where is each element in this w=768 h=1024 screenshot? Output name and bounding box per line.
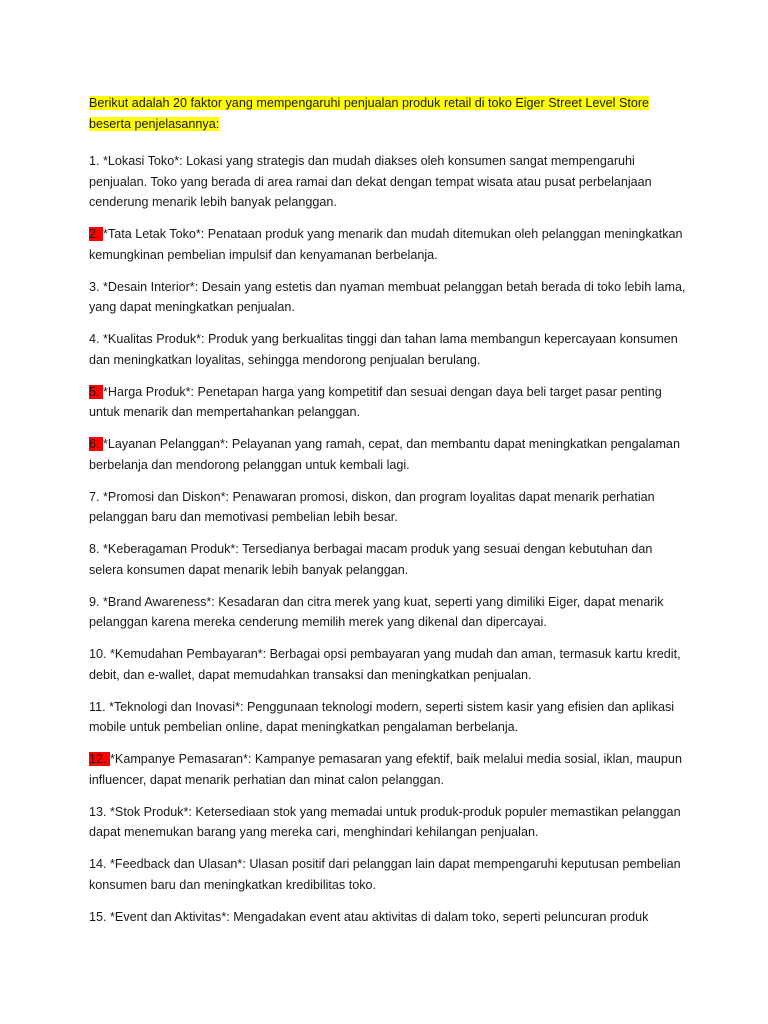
list-item-5 [89,382,689,423]
item-text: *Kampanye Pemasaran*: Kampanye pemasaran yang efektif, baik melalui media sosial, iklan, maupun influencer, dapat menarik perhatian dan minat calon pelanggan. [89,752,682,787]
list-item-1 [89,151,689,213]
list-item-8 [89,539,689,580]
intro-paragraph [89,93,689,134]
list-item-12 [89,749,689,790]
item-text: *Kemudahan Pembayaran*: Berbagai opsi pembayaran yang mudah dan aman, termasuk kartu kredit, debit, dan e-wallet, dapat memudahkan transaksi dan meningkatkan penjualan. [89,647,681,682]
list-item-7 [89,487,689,528]
item-text: *Stok Produk*: Ketersediaan stok yang memadai untuk produk-produk populer memastikan pelanggan dapat menemukan barang yang mereka cari, menghindari kehilangan penjualan. [89,804,681,839]
item-text: *Keberagaman Produk*: Tersedianya berbagai macam produk yang sesuai dengan kebutuhan dan selera konsumen dapat menarik lebih banyak pelanggan. [89,542,653,577]
list-item-15 [89,907,689,928]
item-text: *Brand Awareness*: Kesadaran dan citra merek yang kuat, seperti yang dimiliki Eiger, dapat menarik pelanggan karena mereka cenderung memilih merek yang dikenal dan dipercayai. [89,594,664,629]
item-text: *Kualitas Produk*: Produk yang berkualitas tinggi dan tahan lama membangun kepercayaan konsumen dan meningkatkan loyalitas, sehingga mendorong penjualan berulang. [89,332,678,367]
item-number-highlighted: 6. [89,437,104,451]
item-number: 9. [89,594,100,609]
list-item-9 [89,592,689,633]
item-number: 4. [89,332,100,346]
list-item-3 [89,277,689,318]
list-item-11 [89,697,689,738]
item-number: 1. [89,154,100,168]
item-text: *Feedback dan Ulasan*: Ulasan positif dari pelanggan lain dapat mempengaruhi keputusan pembelian konsumen baru dan meningkatkan kredibilitas toko. [89,857,681,892]
item-number: 11. [89,699,106,714]
item-text: *Lokasi Toko*: Lokasi yang strategis dan mudah diakses oleh konsumen sangat mempengaruhi penjualan. Toko yang berada di area ramai dan dekat dengan tempat wisata atau pusat perbelanjaan cenderung menarik lebih banyak pelanggan. [89,154,652,209]
item-number-highlighted: 2. [89,227,104,241]
item-number-highlighted: 12. [89,752,111,766]
item-text: *Harga Produk*: Penetapan harga yang kompetitif dan sesuai dengan daya beli target pasar penting untuk menarik dan mempertahankan pelanggan. [89,384,662,419]
item-text: *Teknologi dan Inovasi*: Penggunaan teknologi modern, seperti sistem kasir yang efisien dan aplikasi mobile untuk pembelian online, dapat meningkatkan pengalaman berbelanja. [89,699,675,734]
item-text: *Desain Interior*: Desain yang estetis dan nyaman membuat pelanggan betah berada di toko lebih lama, yang dapat meningkatkan penjualan. [89,279,686,314]
item-number: 3. [89,279,100,294]
item-number: 10. [89,647,107,661]
item-number: 15. [89,909,107,924]
list-item-6 [89,434,689,475]
document-body [89,93,689,939]
intro-highlight: Berikut adalah 20 faktor yang mempengaruhi penjualan produk retail di toko Eiger Street Level Store beserta penjelasannya: [89,96,650,131]
list-item-2 [89,224,689,265]
item-text: *Promosi dan Diskon*: Penawaran promosi, diskon, dan program loyalitas dapat menarik perhatian pelanggan baru dan memotivasi pembelian lebih besar. [89,489,655,524]
item-number: 8. [89,542,100,556]
list-item-14 [89,854,689,895]
item-text: *Layanan Pelanggan*: Pelayanan yang ramah, cepat, dan membantu dapat meningkatkan pengalaman berbelanja dan mendorong pelanggan untuk kembali lagi. [89,437,680,472]
list-item-10 [89,644,689,685]
item-number: 14. [89,857,107,871]
item-number: 13. [89,804,107,819]
list-item-4 [89,329,689,370]
list-item-13 [89,802,689,843]
item-number: 7. [89,489,100,504]
item-number-highlighted: 5. [89,384,104,399]
item-text: *Tata Letak Toko*: Penataan produk yang menarik dan mudah ditemukan oleh pelanggan meningkatkan kemungkinan pembelian impulsif dan kenyamanan berbelanja. [89,227,683,262]
item-text: *Event dan Aktivitas*: Mengadakan event atau aktivitas di dalam toko, seperti peluncuran produk [106,909,649,924]
